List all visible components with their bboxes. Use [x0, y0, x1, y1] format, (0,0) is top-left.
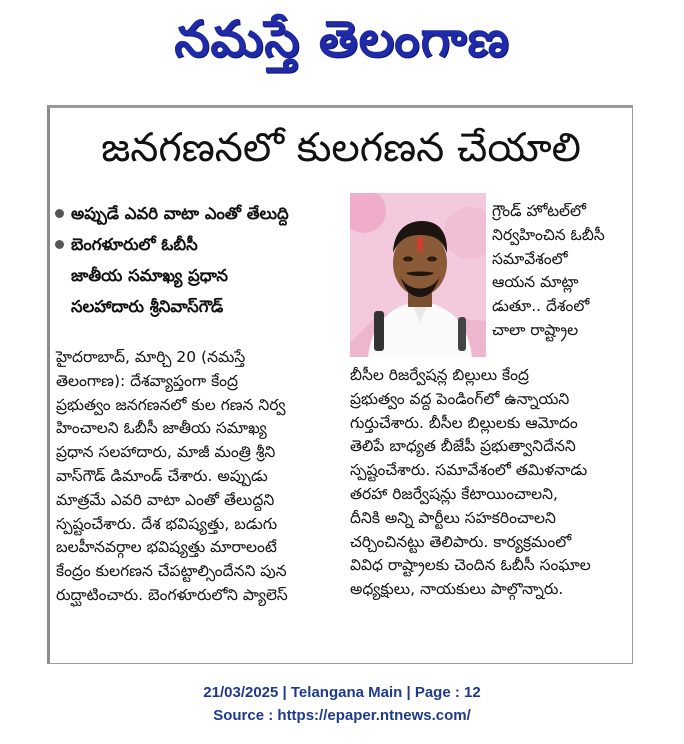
bullet-line: సలహాదారు శ్రీనివాస్‌గౌడ్ — [71, 297, 224, 316]
bullet-line: బెంగళూరులో ఓబీసీ — [71, 235, 198, 254]
body-line: స్పష్టంచేశారు. సమావేశంలో తమిళనాడు — [350, 461, 588, 480]
body-line: వివిధ రాష్ట్రాలకు చెందిన ఓబీసీ సంఘాల — [350, 556, 591, 575]
speaker-photo-illustration — [350, 193, 486, 357]
masthead-logo-text: నమస్తే తెలంగాణ — [174, 10, 510, 68]
body-line: కేంద్రం కులగణన చేపట్టాల్సిందేనని పున — [56, 562, 287, 581]
bullet-item — [53, 198, 345, 229]
body-line: గ్రౌండ్ హోటల్‌లో — [492, 202, 586, 220]
bullet-item — [53, 229, 345, 322]
body-line: ప్రభుత్వం జనగణనలో కుల గణన నిర్వ — [56, 395, 286, 414]
body-line: తరహా రిజర్వేషన్లు కేటాయించాలని, — [350, 484, 558, 503]
footer-edition-info: 21/03/2025 | Telangana Main | Page : 12 — [203, 684, 481, 701]
body-line: తెలంగాణ): దేశవ్యాప్తంగా కేంద్ర — [56, 371, 238, 390]
body-line: స్పష్టంచేశారు. దేశ భవిష్యత్తు, బడుగు — [56, 514, 278, 533]
body-line: నిర్వహించిన ఓబీసీ — [492, 225, 605, 244]
article-body-right-top — [492, 200, 628, 343]
body-line: ప్రధాన సలహాదారు, మాజీ మంత్రి శ్రీని — [56, 443, 276, 462]
body-line: అధ్యక్షులు, నాయకులు పాల్గొన్నారు. — [350, 580, 564, 599]
article-body-left-column — [56, 346, 344, 608]
article-body-right-column — [350, 364, 628, 602]
highlight-bullets — [53, 198, 345, 322]
bullet-dot-icon — [55, 240, 64, 249]
body-line: డుతూ.. దేశంలో — [492, 297, 590, 316]
newspaper-masthead — [0, 4, 684, 74]
bullet-line: జాతీయ సమాఖ్య ప్రధాన — [71, 266, 229, 285]
body-line: తెలిపే బాధ్యత బీజేపీ ప్రభుత్వానిదేనని — [350, 437, 576, 456]
body-line: బీసీల రిజర్వేషన్ల బిల్లులు కేంద్ర — [350, 366, 529, 384]
body-line: రుద్ఘాటించారు. బెంగళూరులోని ప్యాలెస్ — [56, 585, 288, 604]
body-line: ప్రభుత్వం వద్ద పెండింగ్‌లో ఉన్నాయని — [350, 389, 570, 408]
body-line: గుర్తుచేశారు. బీసీల బిల్లులకు ఆమోదం — [350, 413, 578, 432]
body-line: హించాలని ఓబీసీ జాతీయ సమాఖ్య — [56, 419, 267, 438]
body-line: చాలా రాష్ట్రాల — [492, 320, 579, 339]
article-headline: జనగణనలో కులగణన చేయాలి — [101, 125, 581, 171]
body-line: మాత్రమే ఎవరి వాటా ఎంతో తేలుద్దని — [56, 490, 275, 509]
body-line: ఆయన మాట్లా — [492, 273, 579, 292]
body-line: బలహీనవర్గాల భవిష్యత్తు మారాలంటే — [56, 538, 277, 557]
article-clipping — [47, 105, 633, 664]
bullet-line: అప్పుడే ఎవరి వాటా ఎంతో తేలుద్ది — [71, 204, 289, 223]
speaker-photo — [350, 193, 486, 357]
body-line: సమావేశంలో — [492, 249, 568, 268]
bullet-dot-icon — [55, 209, 64, 218]
body-line: చర్చించినట్టు తెలిపారు. కార్యక్రమంలో — [350, 532, 572, 551]
footer-source-link[interactable]: Source : https://epaper.ntnews.com/ — [213, 707, 471, 724]
body-line: హైదరాబాద్, మార్చి 20 (నమస్తే — [56, 348, 246, 366]
body-line: వాస్‌గౌడ్ డిమాండ్ చేశారు. అప్పుడు — [56, 466, 268, 485]
body-line: దీనికి అన్ని పార్టీలు సహకరించాలని — [350, 508, 556, 527]
